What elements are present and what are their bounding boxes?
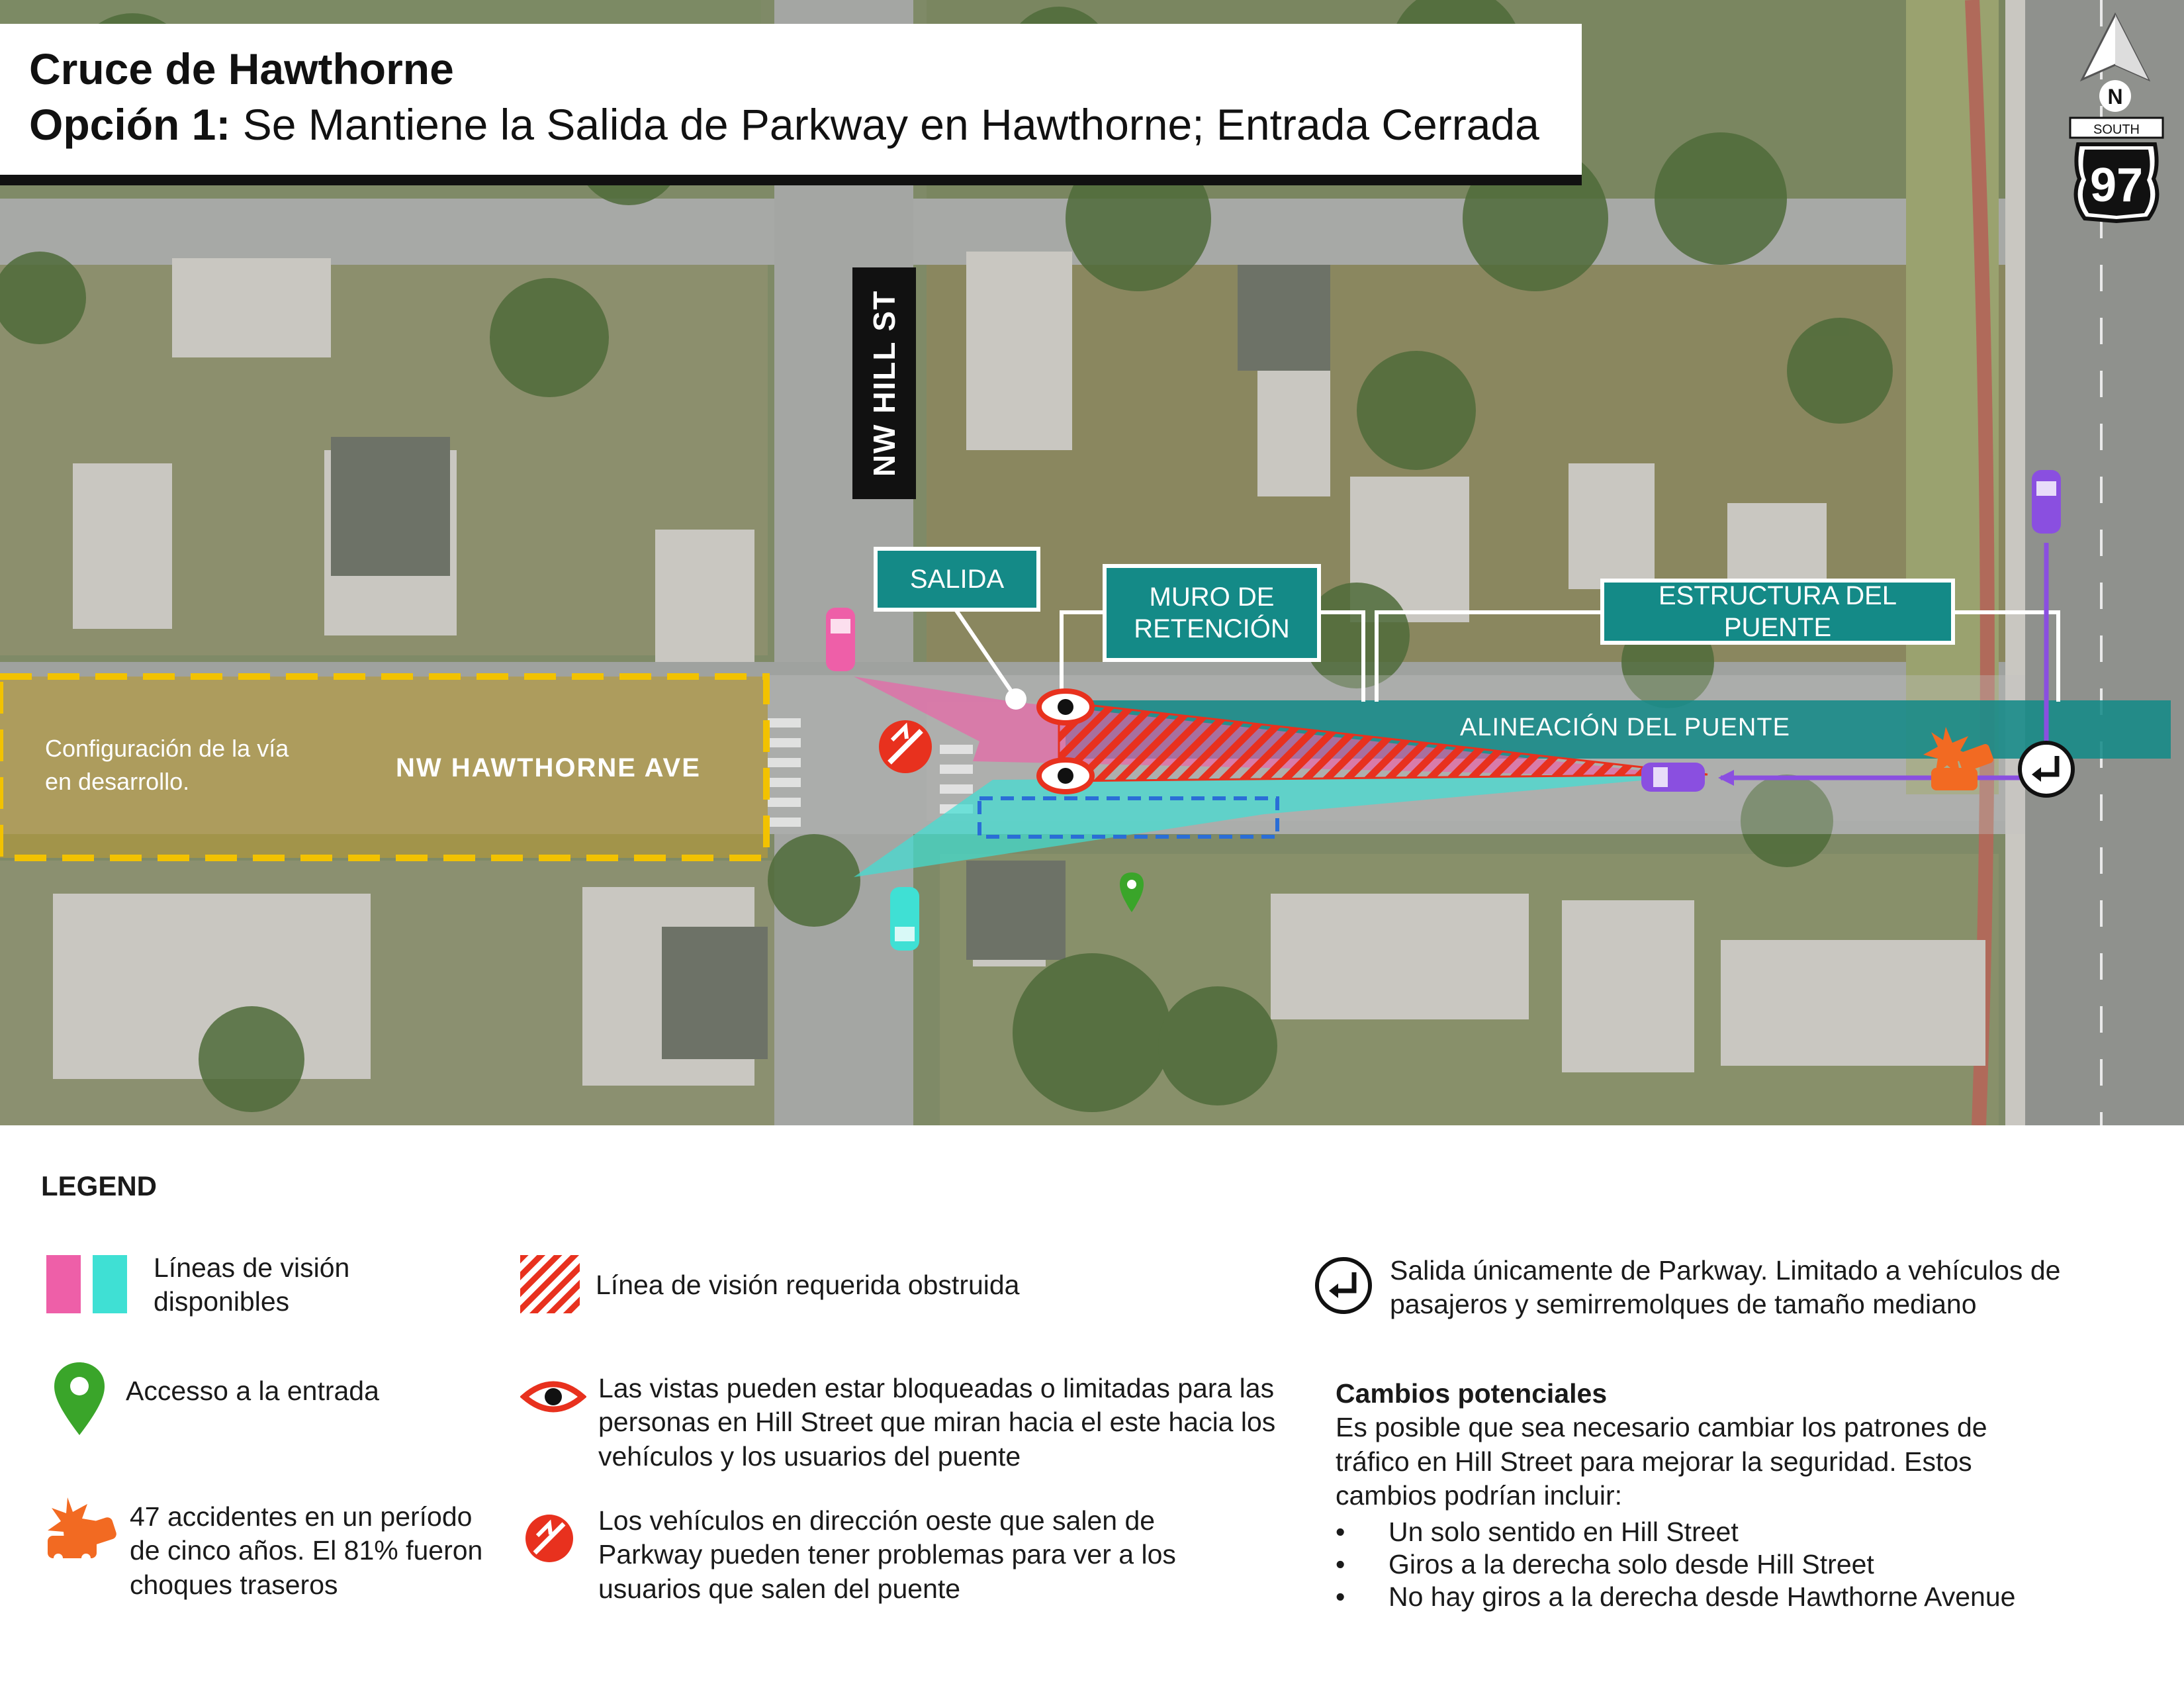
title-panel (0, 24, 1582, 185)
potential-changes-block (1336, 1377, 1987, 1513)
blocked-line2: personas en Hill Street que miran hacia el este hacia los (598, 1407, 1276, 1438)
cyan-car-icon (890, 887, 919, 951)
sightline-swatch-icon (46, 1255, 132, 1315)
us-97-shield-icon (2070, 118, 2163, 221)
changes-line1: Es posible que sea necesario cambiar los patrones de (1336, 1412, 1987, 1443)
pink-car-icon (826, 608, 855, 671)
legend-entrance-text: Accesso a la entrada (126, 1376, 379, 1406)
list-item: • Un solo sentido en Hill Street (1336, 1516, 2015, 1548)
muro-line1: MURO DE (1149, 583, 1275, 612)
exit-only-line1: Salida únicamente de Parkway. Limitado a vehículos de (1390, 1255, 2061, 1286)
eye-icon (1039, 760, 1092, 792)
list-item: • No hay giros a la derecha desde Hawthorne Avenue (1336, 1581, 2015, 1613)
changes-line2: tráfico en Hill Street para mejorar la seguridad. Estos (1336, 1446, 1972, 1477)
legend-sightlines-text (154, 1251, 349, 1319)
callout-bridge-structure (1600, 579, 1955, 645)
bridge-alignment-label: ALINEACIÓN DEL PUENTE (1460, 714, 1790, 741)
eye-legend-icon (520, 1376, 586, 1418)
page-subtitle (29, 99, 1539, 150)
sightlines-line2: disponibles (154, 1286, 290, 1317)
estructura-text: ESTRUCTURA DEL PUENTE (1658, 581, 1897, 642)
westbound-line1: Los vehículos en dirección oeste que salen de (598, 1505, 1156, 1536)
callout-salida (874, 547, 1040, 612)
hill-st-text: NW HILL ST (867, 289, 901, 477)
purple-car-icon (2032, 470, 2061, 534)
list-item: • Giros a la derecha solo desde Hill Street (1336, 1548, 2015, 1581)
svg-text:SOUTH: SOUTH (2093, 122, 2140, 137)
muro-line2: RETENCIÓN (1134, 614, 1290, 643)
legend-exit-only-text (1390, 1254, 2060, 1322)
changes-bullet-list (1336, 1516, 2015, 1614)
option-text: Se Mantiene la Salida de Parkway en Hawthorne; Entrada Cerrada (230, 100, 1539, 149)
exit-only-line2: pasajeros y semirremolques de tamaño mediano (1390, 1289, 1977, 1320)
crash-legend-icon (45, 1497, 122, 1564)
legend-blocked-text (598, 1372, 1275, 1474)
blocked-turn-icon (879, 720, 932, 773)
crash-line3: choques traseros (130, 1569, 338, 1600)
changes-title: Cambios potenciales (1336, 1378, 1608, 1409)
callout-retaining-wall (1103, 564, 1321, 662)
config-label-line1: Configuración de la vía (45, 735, 289, 762)
legend-obstructed-text: Línea de visión requerida obstruida (596, 1270, 1020, 1300)
salida-text: SALIDA (909, 565, 1005, 594)
blocked-line1: Las vistas pueden estar bloqueadas o limitadas para las (598, 1373, 1275, 1403)
north-letter: N (2107, 85, 2123, 109)
street-label-hill-st (852, 267, 916, 499)
crash-line2: de cinco años. El 81% fueron (130, 1535, 483, 1566)
westbound-warning-legend-icon (523, 1512, 576, 1565)
changes-line3: cambios podrían incluir: (1336, 1479, 1622, 1511)
svg-text:97: 97 (2089, 159, 2144, 212)
option-label: Opción 1: (29, 100, 231, 149)
config-label-line2: en desarrollo. (45, 768, 190, 795)
legend-westbound-text (598, 1504, 1176, 1606)
blocked-line3: vehículos y los usuarios del puente (598, 1440, 1021, 1472)
crash-line1: 47 accidentes en un período (130, 1501, 473, 1532)
exit-only-icon (2020, 743, 2073, 796)
legend-title: LEGEND (41, 1170, 158, 1201)
sightlines-line1: Líneas de visión (154, 1252, 350, 1283)
westbound-line3: usuarios que salen del puente (598, 1573, 961, 1604)
westbound-line2: Parkway pueden tener problemas para ver a los (598, 1539, 1176, 1570)
legend-crash-text (130, 1500, 482, 1602)
obstructed-swatch-icon (520, 1255, 581, 1315)
street-label-hawthorne: NW HAWTHORNE AVE (396, 753, 701, 782)
page-title: Cruce de Hawthorne (29, 44, 454, 93)
eye-icon (1039, 691, 1092, 723)
purple-car-icon (1641, 763, 1705, 792)
exit-only-legend-icon (1312, 1254, 1375, 1317)
entrance-access-legend-icon (53, 1361, 106, 1438)
